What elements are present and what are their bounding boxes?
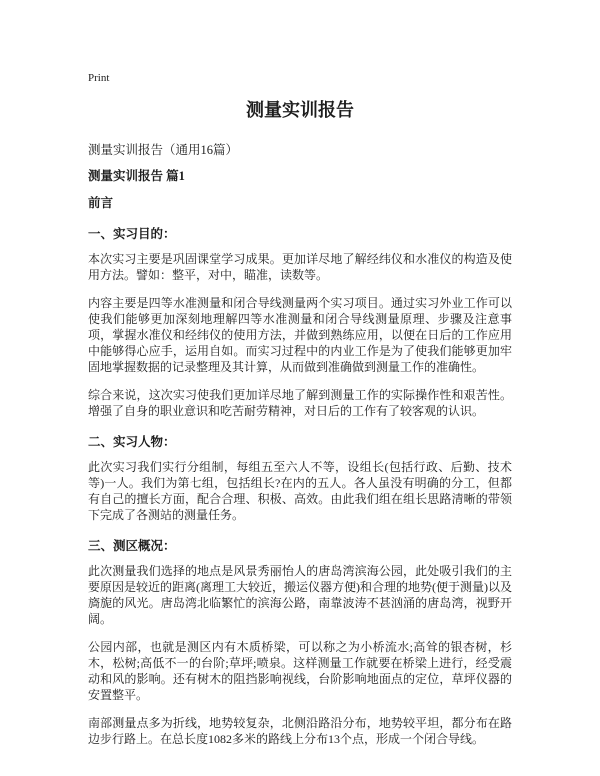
print-link[interactable]: Print (88, 72, 110, 84)
chapter-heading: 测量实训报告 篇1 (88, 169, 185, 183)
paragraph: 本次实习主要是巩固课堂学习成果。更加详尽地了解经纬仪和水准仪的构造及使用方法。譬如：整平，对中，瞄准，读数等。 (88, 252, 512, 282)
paragraph: 综合来说，这次实习使我们更加详尽地了解到测量工作的实际操作性和艰苦性。增强了自身的职业意识和吃苦耐劳精神，对日后的工作有了较客观的认识。 (88, 388, 512, 418)
paragraph: 南部测量点多为折线，地势较复杂，北侧沿路沿分布，地势较平坦，都分布在路边步行路上。在总长度1082多米的路线上分布13个点，形成一个闭合导线。 (88, 716, 512, 746)
paragraph: 此次实习我们实行分组制，每组五至六人不等，设组长(包括行政、后勤、技术等)一人。我们为第七组，包括组长?在内的五人。各人虽没有明确的分工，但都有自己的擅长方面，配合合理、积极、高效。由此我们组在组长思路清晰的带领下完成了各测站的测量任务。 (88, 460, 512, 522)
section-heading: 一、实习目的： (88, 227, 176, 241)
page-title: 测量实训报告 (246, 100, 354, 120)
preface-heading: 前言 (88, 196, 114, 210)
section-heading: 三、测区概况： (88, 539, 176, 553)
paragraph: 公园内部，也就是测区内有木质桥梁，可以称之为小桥流水;高耸的银杏树，杉木，松树;高低不一的台阶;草坪;喷泉。这样测量工作就要在桥梁上进行，经受震动和风的影响。还有树木的阻挡影响视线，台阶影响地面点的定位，草坪仪器的安置整平。 (88, 640, 512, 702)
paragraph: 内容主要是四等水准测量和闭合导线测量两个实习项目。通过实习外业工作可以使我们能够更加深刻地理解四等水准测量和闭合导线测量原理、步骤及注意事项，掌握水准仪和经纬仪的使用方法，并做到熟练应用，以便在日后的工作应用中能够得心应手，运用自如。而实习过程中的内业工作是为了使我们能够更加牢固地掌握数据的记录整理及其计算，从而做到准确做到测量工作的准确性。 (88, 296, 512, 374)
doc-subtitle: 测量实训报告（通用16篇） (88, 143, 239, 157)
paragraph: 此次测量我们选择的地点是风景秀丽怡人的唐岛湾滨海公园，此处吸引我们的主要原因是较近的距离(离理工大较近，搬运仪器方便)和合理的地势(便于测量)以及旖旎的风光。唐岛湾北临繁忙的滨海公路，南靠波涛不甚汹涌的唐岛湾，视野开阔。 (88, 564, 512, 626)
document-body (88, 226, 512, 747)
section-heading: 二、实习人物： (88, 435, 176, 449)
